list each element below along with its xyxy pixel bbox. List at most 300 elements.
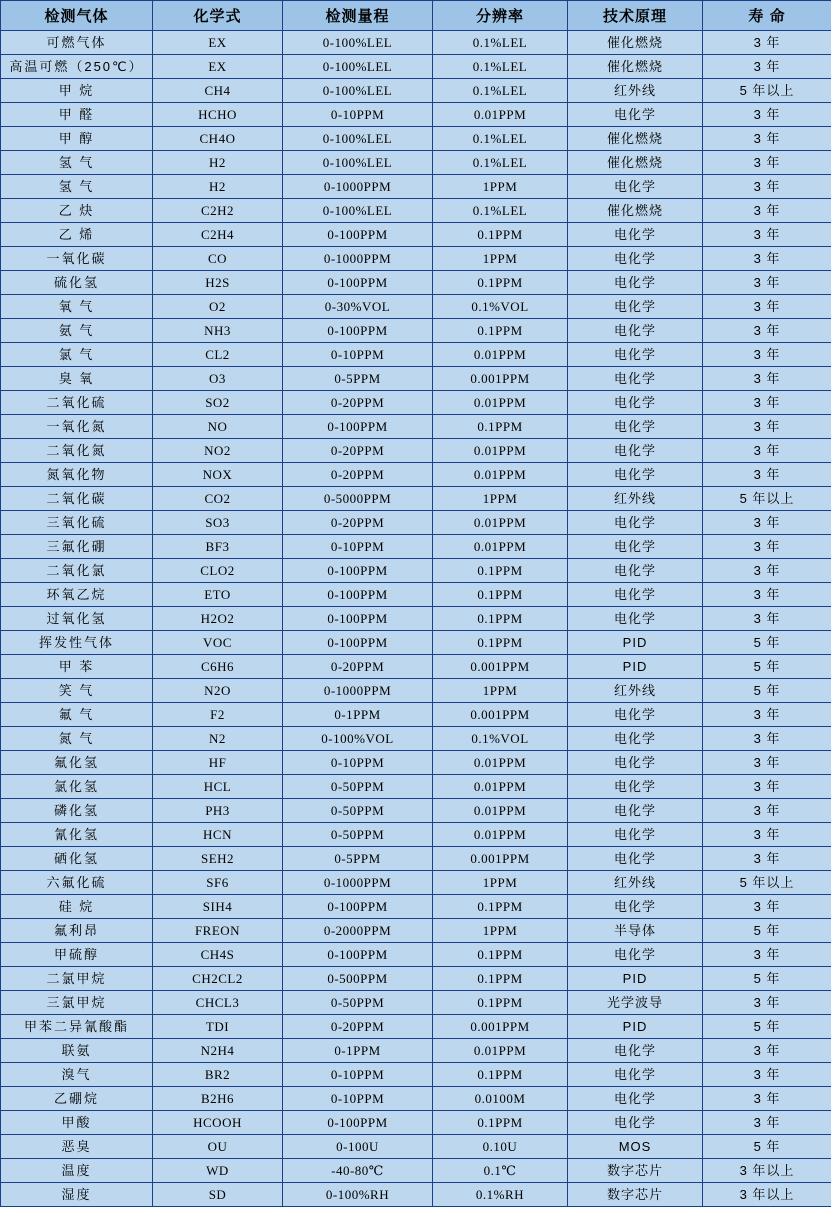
cell-principle: 电化学	[568, 343, 703, 367]
cell-principle: 催化燃烧	[568, 55, 703, 79]
cell-lifetime: 3 年	[703, 799, 831, 823]
cell-formula: ETO	[153, 583, 283, 607]
table-row	[1, 199, 831, 223]
cell-principle: 半导体	[568, 919, 703, 943]
cell-resolution: 0.001PPM	[433, 703, 568, 727]
cell-formula: CH2CL2	[153, 967, 283, 991]
table-row	[1, 223, 831, 247]
cell-gas: 三氧化硫	[1, 511, 153, 535]
cell-lifetime: 3 年以上	[703, 1159, 831, 1183]
cell-resolution: 0.01PPM	[433, 799, 568, 823]
cell-formula: C2H2	[153, 199, 283, 223]
cell-formula: CHCL3	[153, 991, 283, 1015]
cell-resolution: 0.1%LEL	[433, 127, 568, 151]
cell-resolution: 1PPM	[433, 487, 568, 511]
table-row	[1, 151, 831, 175]
cell-range: 0-20PPM	[283, 511, 433, 535]
cell-gas: 温度	[1, 1159, 153, 1183]
cell-formula: H2	[153, 175, 283, 199]
cell-principle: 红外线	[568, 679, 703, 703]
cell-principle: 数字芯片	[568, 1159, 703, 1183]
cell-range: 0-100PPM	[283, 415, 433, 439]
cell-gas: 二氧化硫	[1, 391, 153, 415]
cell-range: 0-20PPM	[283, 391, 433, 415]
cell-range: 0-1000PPM	[283, 247, 433, 271]
column-header-resolution: 分辨率	[433, 1, 568, 31]
cell-principle: 电化学	[568, 1111, 703, 1135]
cell-resolution: 0.1PPM	[433, 271, 568, 295]
cell-lifetime: 5 年	[703, 631, 831, 655]
table-row	[1, 511, 831, 535]
cell-range: 0-100%LEL	[283, 55, 433, 79]
table-row	[1, 775, 831, 799]
cell-gas: 溴气	[1, 1063, 153, 1087]
cell-lifetime: 3 年	[703, 559, 831, 583]
cell-principle: 电化学	[568, 439, 703, 463]
cell-resolution: 0.1PPM	[433, 1063, 568, 1087]
cell-resolution: 0.01PPM	[433, 1039, 568, 1063]
cell-resolution: 0.01PPM	[433, 751, 568, 775]
cell-range: 0-2000PPM	[283, 919, 433, 943]
cell-principle: 电化学	[568, 223, 703, 247]
table-row	[1, 895, 831, 919]
cell-formula: O2	[153, 295, 283, 319]
cell-gas: 氯化氢	[1, 775, 153, 799]
cell-range: 0-1000PPM	[283, 871, 433, 895]
cell-gas: 氮 气	[1, 727, 153, 751]
cell-gas: 氨 气	[1, 319, 153, 343]
cell-gas: 可燃气体	[1, 31, 153, 55]
cell-range: 0-100PPM	[283, 895, 433, 919]
cell-principle: 电化学	[568, 583, 703, 607]
table-row	[1, 439, 831, 463]
cell-range: 0-50PPM	[283, 823, 433, 847]
cell-principle: 电化学	[568, 535, 703, 559]
cell-lifetime: 3 年	[703, 583, 831, 607]
cell-formula: HCL	[153, 775, 283, 799]
cell-lifetime: 3 年	[703, 943, 831, 967]
cell-range: 0-1000PPM	[283, 679, 433, 703]
cell-gas: 乙硼烷	[1, 1087, 153, 1111]
cell-gas: 硫化氢	[1, 271, 153, 295]
cell-gas: 二氧化氮	[1, 439, 153, 463]
cell-lifetime: 3 年	[703, 127, 831, 151]
cell-formula: EX	[153, 31, 283, 55]
cell-gas: 硒化氢	[1, 847, 153, 871]
cell-range: 0-100%LEL	[283, 127, 433, 151]
cell-principle: 催化燃烧	[568, 151, 703, 175]
table-row	[1, 607, 831, 631]
cell-resolution: 0.001PPM	[433, 655, 568, 679]
cell-lifetime: 3 年	[703, 703, 831, 727]
cell-range: 0-500PPM	[283, 967, 433, 991]
cell-resolution: 1PPM	[433, 871, 568, 895]
cell-lifetime: 3 年	[703, 343, 831, 367]
table-row	[1, 247, 831, 271]
cell-principle: 电化学	[568, 1087, 703, 1111]
cell-gas: 高温可燃（250℃）	[1, 55, 153, 79]
cell-lifetime: 5 年	[703, 1015, 831, 1039]
cell-formula: CO2	[153, 487, 283, 511]
table-row	[1, 367, 831, 391]
cell-gas: 乙 炔	[1, 199, 153, 223]
cell-resolution: 0.1%RH	[433, 1183, 568, 1207]
cell-formula: PH3	[153, 799, 283, 823]
cell-lifetime: 5 年	[703, 967, 831, 991]
cell-principle: 电化学	[568, 1063, 703, 1087]
cell-principle: 红外线	[568, 487, 703, 511]
cell-resolution: 0.1PPM	[433, 415, 568, 439]
cell-lifetime: 3 年	[703, 55, 831, 79]
cell-formula: CH4O	[153, 127, 283, 151]
cell-gas: 三氯甲烷	[1, 991, 153, 1015]
cell-principle: 催化燃烧	[568, 199, 703, 223]
cell-range: 0-100PPM	[283, 223, 433, 247]
cell-gas: 臭 氧	[1, 367, 153, 391]
cell-lifetime: 3 年	[703, 415, 831, 439]
cell-resolution: 0.1PPM	[433, 991, 568, 1015]
cell-lifetime: 3 年	[703, 535, 831, 559]
cell-resolution: 0.01PPM	[433, 511, 568, 535]
cell-formula: SEH2	[153, 847, 283, 871]
cell-formula: NH3	[153, 319, 283, 343]
cell-gas: 乙 烯	[1, 223, 153, 247]
cell-lifetime: 3 年	[703, 751, 831, 775]
cell-formula: VOC	[153, 631, 283, 655]
cell-formula: C2H4	[153, 223, 283, 247]
cell-gas: 环氧乙烷	[1, 583, 153, 607]
cell-lifetime: 3 年	[703, 727, 831, 751]
cell-resolution: 1PPM	[433, 175, 568, 199]
cell-resolution: 0.01PPM	[433, 775, 568, 799]
cell-principle: 电化学	[568, 295, 703, 319]
cell-gas: 硅 烷	[1, 895, 153, 919]
table-row	[1, 343, 831, 367]
cell-lifetime: 5 年以上	[703, 487, 831, 511]
cell-range: 0-10PPM	[283, 103, 433, 127]
cell-principle: 电化学	[568, 103, 703, 127]
cell-lifetime: 3 年	[703, 895, 831, 919]
cell-gas: 一氧化氮	[1, 415, 153, 439]
cell-range: 0-100PPM	[283, 631, 433, 655]
cell-gas: 三氟化硼	[1, 535, 153, 559]
cell-range: 0-100PPM	[283, 607, 433, 631]
cell-gas: 氧 气	[1, 295, 153, 319]
cell-principle: 光学波导	[568, 991, 703, 1015]
cell-principle: 电化学	[568, 943, 703, 967]
cell-lifetime: 3 年	[703, 463, 831, 487]
cell-principle: 数字芯片	[568, 1183, 703, 1207]
table-body	[1, 31, 831, 1207]
cell-gas: 甲 醇	[1, 127, 153, 151]
cell-principle: 电化学	[568, 895, 703, 919]
cell-resolution: 0.001PPM	[433, 847, 568, 871]
cell-resolution: 0.01PPM	[433, 103, 568, 127]
cell-range: 0-100%LEL	[283, 151, 433, 175]
table-row	[1, 1135, 831, 1159]
cell-formula: SIH4	[153, 895, 283, 919]
cell-range: 0-50PPM	[283, 799, 433, 823]
cell-gas: 甲硫醇	[1, 943, 153, 967]
cell-lifetime: 5 年	[703, 919, 831, 943]
cell-resolution: 0.01PPM	[433, 535, 568, 559]
cell-lifetime: 3 年	[703, 199, 831, 223]
cell-formula: WD	[153, 1159, 283, 1183]
cell-principle: 电化学	[568, 823, 703, 847]
cell-principle: 电化学	[568, 247, 703, 271]
cell-lifetime: 3 年	[703, 103, 831, 127]
cell-lifetime: 3 年	[703, 847, 831, 871]
cell-lifetime: 3 年	[703, 1111, 831, 1135]
cell-principle: 电化学	[568, 463, 703, 487]
cell-lifetime: 3 年	[703, 151, 831, 175]
cell-formula: BF3	[153, 535, 283, 559]
cell-lifetime: 3 年	[703, 1039, 831, 1063]
cell-principle: 电化学	[568, 367, 703, 391]
column-header-range: 检测量程	[283, 1, 433, 31]
cell-gas: 氮氧化物	[1, 463, 153, 487]
table-row	[1, 103, 831, 127]
cell-principle: 电化学	[568, 511, 703, 535]
cell-gas: 恶臭	[1, 1135, 153, 1159]
cell-resolution: 0.001PPM	[433, 367, 568, 391]
cell-resolution: 0.1%VOL	[433, 727, 568, 751]
cell-principle: 电化学	[568, 703, 703, 727]
cell-range: 0-1000PPM	[283, 175, 433, 199]
cell-resolution: 0.01PPM	[433, 823, 568, 847]
cell-resolution: 0.1PPM	[433, 583, 568, 607]
cell-gas: 氟 气	[1, 703, 153, 727]
cell-range: 0-50PPM	[283, 991, 433, 1015]
cell-range: 0-20PPM	[283, 655, 433, 679]
table-row	[1, 415, 831, 439]
cell-gas: 甲 醛	[1, 103, 153, 127]
cell-gas: 甲苯二异氰酸酯	[1, 1015, 153, 1039]
cell-gas: 磷化氢	[1, 799, 153, 823]
cell-formula: SD	[153, 1183, 283, 1207]
table-header-row	[1, 1, 831, 31]
cell-principle: 催化燃烧	[568, 127, 703, 151]
cell-formula: FREON	[153, 919, 283, 943]
table-row	[1, 919, 831, 943]
cell-lifetime: 3 年	[703, 391, 831, 415]
cell-resolution: 0.1%LEL	[433, 79, 568, 103]
cell-formula: O3	[153, 367, 283, 391]
cell-range: 0-5PPM	[283, 367, 433, 391]
cell-resolution: 0.10U	[433, 1135, 568, 1159]
cell-resolution: 0.1%VOL	[433, 295, 568, 319]
table-row	[1, 559, 831, 583]
cell-range: 0-20PPM	[283, 1015, 433, 1039]
cell-range: 0-100PPM	[283, 271, 433, 295]
cell-principle: 电化学	[568, 1039, 703, 1063]
cell-formula: N2O	[153, 679, 283, 703]
cell-resolution: 0.1PPM	[433, 1111, 568, 1135]
cell-resolution: 0.1PPM	[433, 319, 568, 343]
table-row	[1, 1159, 831, 1183]
table-row	[1, 1039, 831, 1063]
cell-gas: 氰化氢	[1, 823, 153, 847]
table-row	[1, 799, 831, 823]
cell-principle: 红外线	[568, 871, 703, 895]
cell-gas: 湿度	[1, 1183, 153, 1207]
cell-formula: HCHO	[153, 103, 283, 127]
cell-formula: B2H6	[153, 1087, 283, 1111]
cell-range: 0-20PPM	[283, 439, 433, 463]
cell-lifetime: 3 年	[703, 295, 831, 319]
cell-formula: SF6	[153, 871, 283, 895]
cell-resolution: 0.01PPM	[433, 463, 568, 487]
cell-range: 0-100PPM	[283, 559, 433, 583]
cell-range: 0-100%LEL	[283, 79, 433, 103]
cell-formula: C6H6	[153, 655, 283, 679]
table-header	[1, 1, 831, 31]
cell-principle: 催化燃烧	[568, 31, 703, 55]
cell-resolution: 1PPM	[433, 919, 568, 943]
cell-formula: EX	[153, 55, 283, 79]
cell-gas: 氢 气	[1, 175, 153, 199]
cell-resolution: 0.1PPM	[433, 607, 568, 631]
cell-gas: 挥发性气体	[1, 631, 153, 655]
column-header-gas: 检测气体	[1, 1, 153, 31]
table-row	[1, 1111, 831, 1135]
cell-principle: MOS	[568, 1135, 703, 1159]
table-row	[1, 727, 831, 751]
cell-lifetime: 3 年	[703, 439, 831, 463]
cell-principle: 电化学	[568, 319, 703, 343]
table-row	[1, 991, 831, 1015]
cell-lifetime: 3 年	[703, 223, 831, 247]
cell-range: 0-100%RH	[283, 1183, 433, 1207]
cell-lifetime: 3 年	[703, 991, 831, 1015]
cell-formula: F2	[153, 703, 283, 727]
table-row	[1, 1015, 831, 1039]
cell-range: 0-5000PPM	[283, 487, 433, 511]
cell-formula: SO2	[153, 391, 283, 415]
table-row	[1, 631, 831, 655]
cell-principle: PID	[568, 655, 703, 679]
cell-range: 0-5PPM	[283, 847, 433, 871]
cell-resolution: 0.1℃	[433, 1159, 568, 1183]
cell-range: 0-100PPM	[283, 319, 433, 343]
cell-lifetime: 3 年	[703, 607, 831, 631]
cell-resolution: 0.1PPM	[433, 223, 568, 247]
cell-formula: NO2	[153, 439, 283, 463]
table-row	[1, 271, 831, 295]
cell-gas: 甲 苯	[1, 655, 153, 679]
table-row	[1, 751, 831, 775]
cell-range: -40-80℃	[283, 1159, 433, 1183]
cell-formula: CO	[153, 247, 283, 271]
cell-resolution: 0.01PPM	[433, 343, 568, 367]
cell-resolution: 1PPM	[433, 679, 568, 703]
cell-gas: 氟化氢	[1, 751, 153, 775]
table-row	[1, 967, 831, 991]
cell-lifetime: 3 年	[703, 1063, 831, 1087]
cell-principle: 电化学	[568, 607, 703, 631]
table-row	[1, 127, 831, 151]
cell-range: 0-10PPM	[283, 1087, 433, 1111]
cell-resolution: 0.01PPM	[433, 391, 568, 415]
cell-gas: 氟利昂	[1, 919, 153, 943]
cell-principle: 电化学	[568, 751, 703, 775]
column-header-formula: 化学式	[153, 1, 283, 31]
cell-gas: 二氧化碳	[1, 487, 153, 511]
cell-formula: N2H4	[153, 1039, 283, 1063]
cell-lifetime: 3 年以上	[703, 1183, 831, 1207]
column-header-lifetime: 寿 命	[703, 1, 831, 31]
cell-range: 0-100%LEL	[283, 31, 433, 55]
cell-principle: 红外线	[568, 79, 703, 103]
cell-range: 0-100PPM	[283, 943, 433, 967]
cell-resolution: 0.1PPM	[433, 631, 568, 655]
cell-lifetime: 3 年	[703, 367, 831, 391]
table-row	[1, 175, 831, 199]
table-row	[1, 319, 831, 343]
cell-principle: 电化学	[568, 175, 703, 199]
cell-resolution: 0.1PPM	[433, 895, 568, 919]
table-row	[1, 703, 831, 727]
cell-resolution: 0.1%LEL	[433, 31, 568, 55]
column-header-principle: 技术原理	[568, 1, 703, 31]
cell-lifetime: 3 年	[703, 511, 831, 535]
cell-lifetime: 5 年	[703, 679, 831, 703]
table-row	[1, 1087, 831, 1111]
table-row	[1, 943, 831, 967]
cell-range: 0-10PPM	[283, 751, 433, 775]
cell-range: 0-1PPM	[283, 1039, 433, 1063]
cell-formula: CL2	[153, 343, 283, 367]
cell-range: 0-10PPM	[283, 343, 433, 367]
cell-resolution: 0.1%LEL	[433, 55, 568, 79]
table-row	[1, 583, 831, 607]
cell-range: 0-20PPM	[283, 463, 433, 487]
cell-principle: 电化学	[568, 391, 703, 415]
cell-resolution: 0.1PPM	[433, 943, 568, 967]
cell-gas: 笑 气	[1, 679, 153, 703]
cell-gas: 一氧化碳	[1, 247, 153, 271]
cell-lifetime: 5 年以上	[703, 79, 831, 103]
table-row	[1, 391, 831, 415]
cell-range: 0-30%VOL	[283, 295, 433, 319]
cell-resolution: 0.1%LEL	[433, 199, 568, 223]
table-row	[1, 823, 831, 847]
cell-gas: 二氧化氯	[1, 559, 153, 583]
cell-principle: 电化学	[568, 727, 703, 751]
cell-range: 0-100%LEL	[283, 199, 433, 223]
cell-formula: CH4S	[153, 943, 283, 967]
table-row	[1, 871, 831, 895]
cell-formula: TDI	[153, 1015, 283, 1039]
table-row	[1, 535, 831, 559]
cell-formula: N2	[153, 727, 283, 751]
cell-resolution: 0.1PPM	[433, 967, 568, 991]
cell-formula: H2	[153, 151, 283, 175]
cell-range: 0-100PPM	[283, 583, 433, 607]
cell-lifetime: 3 年	[703, 175, 831, 199]
cell-gas: 过氧化氢	[1, 607, 153, 631]
cell-lifetime: 3 年	[703, 775, 831, 799]
cell-gas: 甲酸	[1, 1111, 153, 1135]
cell-range: 0-100%VOL	[283, 727, 433, 751]
cell-lifetime: 3 年	[703, 247, 831, 271]
cell-lifetime: 3 年	[703, 31, 831, 55]
cell-formula: HF	[153, 751, 283, 775]
cell-gas: 联氨	[1, 1039, 153, 1063]
table-row	[1, 679, 831, 703]
cell-range: 0-1PPM	[283, 703, 433, 727]
cell-formula: CH4	[153, 79, 283, 103]
